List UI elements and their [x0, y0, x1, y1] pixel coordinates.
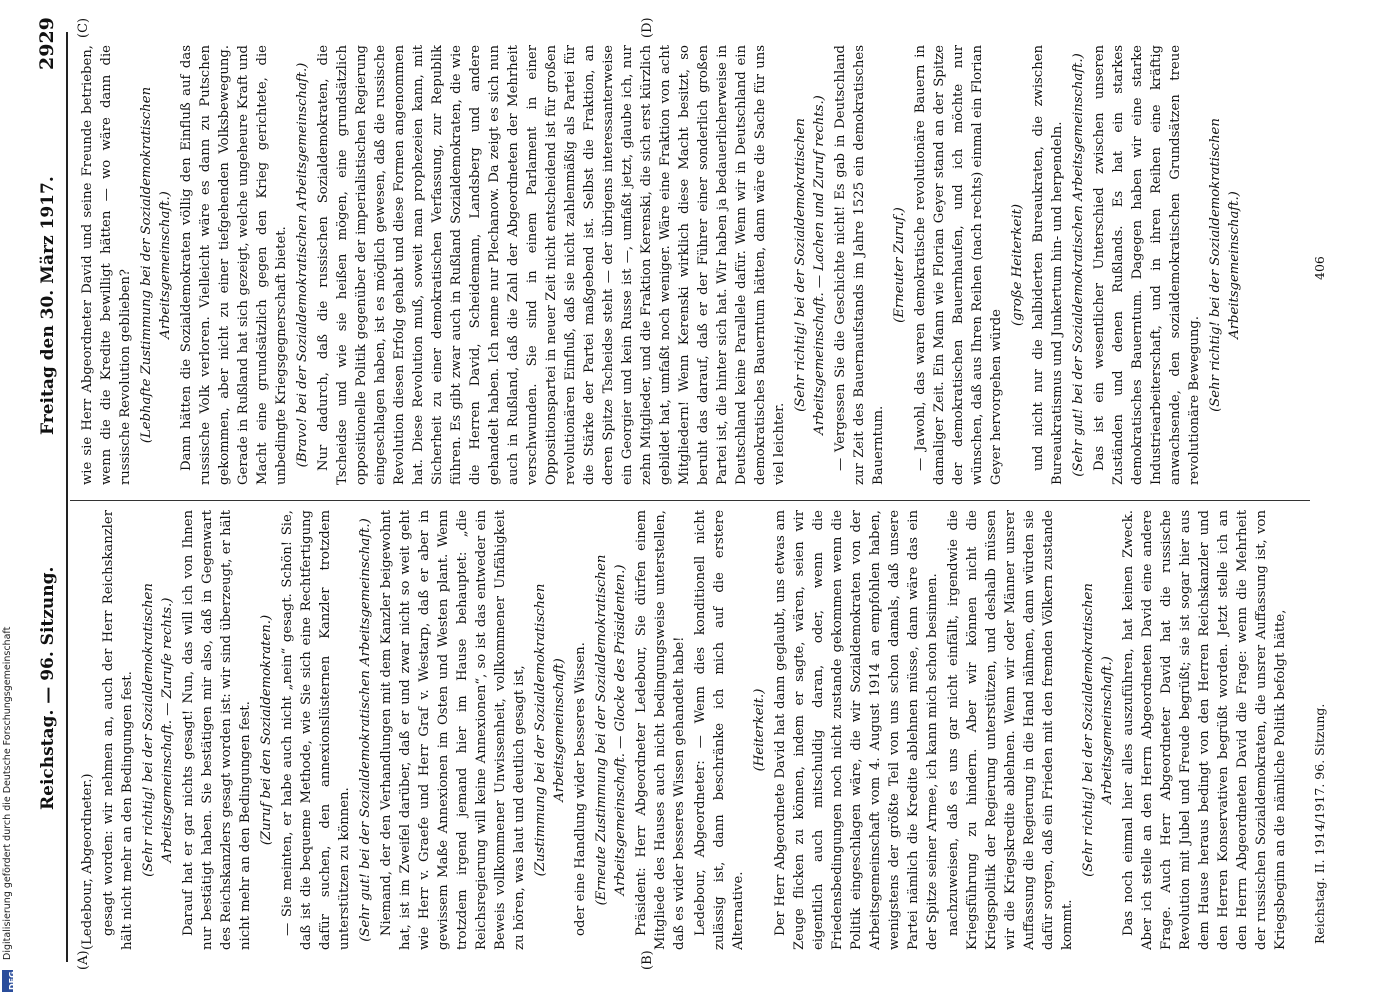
- interjection: (Erneuter Zuruf.): [892, 207, 907, 323]
- paragraph: Das ist ein wesentlicher Unterschied zwischen unseren Zuständen und denen Rußlands. Es hat ein starkes demokratisches Bauerntum. Dagegen haben wir eine starke Industriearbeiterschaft, und in ihren Reihen eine kräftig anwachsende, den sozialdemokratischen Grundsätzen treue revolutionäre Bewegung.: [1092, 45, 1202, 485]
- interjection: (Zustimmung bei der Sozialdemokratischen Arbeitsgemeinschaft): [533, 583, 567, 877]
- paragraph: Das noch einmal hier alles auszuführen, hat keinen Zweck. Aber ich stelle an den Herrn Abgeordneten David eine andere Frage. Auch Herr Abgeordneter David hat die russische Revolution mit Jubel und Freude begrüßt; sie ist sogar hier aus dem Hause heraus bedingt von den Herren Reichskanzler und den Herren Konservativen begrüßt worden. Jetzt stelle ich an den Herrn Abgeordneten David die Frage: wenn die Mehrheit der russischen Sozialdemokraten, die unsrer Auffassung ist, von Kriegsbeginn an die nämliche Politik befolgt hätte,: [1121, 510, 1288, 950]
- paragraph: Präsident: Herr Abgeordneter Ledebour, Sie dürfen einem Mitgliede des Hauses auch nicht bedingungsweise unterstellen, daß es wider besseres Wissen gehandelt habe!: [634, 510, 687, 950]
- paragraph: Darauf hat er gar nichts gesagt! Nun, das will ich von Ihnen nur bestätigt haben. Sie bestätigen mir also, daß in Gegenwart des Reichskanzlers gesagt worden ist: wir sind überzeugt, er hält nicht mehr an den Bedingungen fest.: [181, 510, 253, 950]
- paragraph: oder eine Handlung wider besseres Wissen.: [573, 642, 588, 936]
- paragraph: — Vergessen Sie die Geschichte nicht! Es gab in Deutschland zur Zeit des Bauernaufstands im Jahre 1525 ein demokratisches Bauerntum.: [833, 45, 886, 485]
- margin-mark-d: (D): [640, 17, 655, 38]
- paragraph: und nicht nur die halbiderten Bureaukraten, die zwischen Bureaukratismus und Junkertum hin- und herpendeln.: [1031, 45, 1065, 485]
- interjection: (Bravo! bei der Sozialdemokratischen Arbeitsgemeinschaft.): [295, 62, 310, 468]
- column-divider: [70, 500, 1310, 501]
- header-right-title: Freitag den 30. März 1917.: [38, 176, 58, 435]
- interjection: (Sehr gut! bei der Sozialdemokratischen Arbeitsgemeinschaft.): [358, 518, 373, 942]
- paragraph: Ledebour, Abgeordneter: — Wenn dies konditionell nicht zulässig ist, dann beschränke ich mich auf die erstere Alternative.: [693, 510, 746, 950]
- margin-mark-b: (B): [640, 950, 655, 970]
- margin-mark-c: (C): [76, 17, 91, 38]
- interjection: (Sehr richtig! bei der Sozialdemokratischen Arbeitsgemeinschaft. — Lachen und Zuruf rechts.): [793, 95, 827, 435]
- interjection: (Heiterkeit.): [752, 688, 767, 772]
- header-rule: [66, 32, 68, 962]
- dfg-logo: DFG: [2, 970, 13, 992]
- header-page-number: 2929: [36, 17, 58, 70]
- page-header: [30, 0, 64, 1000]
- paragraph: gesagt worden: wir nehmen an, auch der Herr Reichskanzler hält nicht mehr an den Bedingungen fest.: [101, 510, 135, 950]
- interjection: (Lebhafte Zustimmung bei der Sozialdemokratischen Arbeitsgemeinschaft.): [139, 86, 173, 444]
- interjection: (Sehr gut! bei der Sozialdemokratischen Arbeitsgemeinschaft.): [1071, 53, 1086, 477]
- paragraph: Dann hätten die Sozialdemokraten völlig den Einfluß auf das russische Volk verloren. Vielleicht wäre es dann zu Putschen gekommen, aber nicht zu einer tiefgehenden Volksbewegung. Gerade in Rußland hat sich gezeigt, welche ungeheure Kraft und Macht eine grundsätzlich gegen den Krieg gerichtete, die unbedingte Kriegsgegnerschaft bietet.: [179, 45, 289, 485]
- footer-page-number: 406: [1312, 256, 1327, 280]
- paragraph: Der Herr Abgeordnete David hat dann geglaubt, uns etwas am Zeuge flicken zu können, indem er sagte, wären, seien wir eigentlich auch mitschuldig daran, oder, wenn die Friedensbedingungen noch nicht zustande gekommen wenn die Politik eingeschlagen wäre, die wir Sozialdemokraten von der Arbeitsgemeinschaft vom 4. August 1914 an empfohlen haben, wenigstens der größte Teil von uns schon damals, daß unsere Partei nämlich die Kredite ablehnen müsse, dann wäre das ein der Spitze seiner Armee, ich kann mich schon besinnen.: [773, 510, 940, 950]
- paragraph: Niemand, der den Verhandlungen mit dem Kanzler beigewohnt hat, ist im Zweifel darüber, daß er und zwar nicht so weit geht wie Herr v. Graefe und Herr Graf v. Westarp, daß er aber in gewissem Maße Annexionen im Osten und Westen plant. Wenn trotzdem irgend jemand hier im Hause behauptet: „die Reichsregierung will keine Annexionen“, so ist das entweder ein Beweis vollkommener Unwissenheit, vollkommener Unfähigkeit zu hören, was laut und deutlich gesagt ist,: [379, 510, 527, 950]
- paragraph: (Ledebour, Abgeordneter.): [80, 773, 95, 950]
- left-column: [78, 510, 1298, 950]
- interjection: (Sehr richtig! bei der Sozialdemokratischen Arbeitsgemeinschaft. — Zurufe rechts.): [141, 583, 175, 877]
- interjection: (Sehr richtig! bei der Sozialdemokratischen Arbeitsgemeinschaft.): [1208, 118, 1242, 412]
- paragraph: Nur dadurch, daß die russischen Sozialdemokraten, die Tscheidse und wie sie heißen mögen, eine grundsätzlich oppositionelle Politik gegenüber der imperialistischen Regierung eingeschlagen haben, ist es möglich gewesen, daß die russische Revolution diesen Erfolg gehabt und diese Formen angenommen hat. Diese Revolution muß, soweit man prophezeien kann, mit Sicherheit zu einer demokratischen Verfassung, zur Republik führen. Es gibt zwar auch in Rußland Sozialdemokraten, die wie die Herren David, Scheidemann, Landsberg und andere gehandelt haben. Ich nenne nur Plechanow. Da zeigt es sich nun auch in Rußland, daß die Zahl der Abgeordneten der Mehrheit verschwunden. Sie sind in einem Parlament in einer Oppositionspartei in neuer Zeit nicht entscheidend ist für großen revolutionären Einfluß, daß sie nicht zahlenmäßig als Partei für die Stärke der Partei maßgebend ist. Selbst die Fraktion, an deren Spitze Tscheidse steht — der übrigens interessanterweise ein Georgier und kein Russe ist —, umfaßt jetzt, glaube ich, nur zehn Mitglieder, und die Fraktion Kerenski, die sich erst kürzlich gebildet hat, umfaßt noch weniger. Wäre eine Fraktion von acht Mitgliedern! Wenn Kerenski wirklich diese Macht besitzt, so beruht das darauf, daß er der Führer einer sonderlich großen Partei ist, die hinter sich hat. Wir haben ja bedauerlicherweise in Deutschland keine Parallele dafür. Wenn wir in Deutschland ein demokratisches Bauerntum hätten, dann wäre die Sache für uns viel leichter.: [316, 45, 787, 485]
- paragraph: — Sie meinten, er habe auch nicht „nein“ gesagt. Schön! Sie, daß ist die bequeme Methode, wie Sie sich eine Rechtfertigung dafür suchen, den annexionslüsternen Kanzler trotzdem unterstützen zu können.: [280, 510, 352, 950]
- paragraph: nachzuweisen, daß es uns gar nicht einfällt, irgendwie die Kriegsführung zu hindern. Aber wir können nicht die Kriegspolitik der Regierung unterstützen, und deshalb müssen wir die Kriegskredite ablehnen. Wenn wir oder Männer unsrer Auffassung die Regierung in die Hand nähmen, dann würden sie dafür sorgen, daß ein Frieden mit den fremden Völkern zustande kommt.: [946, 510, 1075, 950]
- paragraph: — Jawohl, das waren demokratische revolutionäre Bauern in damaliger Zeit. Ein Mann wie Florian Geyer stand an der Spitze der demokratischen Bauernhaufen, und ich möchte nur wünschen, daß aus Ihren Reihen (nach rechts) einmal ein Florian Geyer hervorgehen würde: [913, 45, 1004, 485]
- digitization-credit: Digitalisierung gefördert durch die Deutsche Forschungsgemeinschaft: [2, 626, 13, 960]
- interjection: (große Heiterkeit): [1010, 203, 1025, 327]
- margin-mark-a: (A): [76, 950, 91, 970]
- paragraph: wie sie Herr Abgeordneter David und seine Freunde betrieben, wenn die die Kredite bewilligt hätten — wo wäre dann die russische Revolution geblieben?: [80, 45, 133, 485]
- interjection: (Erneute Zustimmung bei der Sozialdemokratischen Arbeitsgemeinschaft. — Glocke des Präsidenten.): [594, 554, 628, 906]
- interjection: (Zuruf bei den Sozialdemokraten.): [259, 614, 274, 846]
- interjection: (Sehr richtig! bei der Sozialdemokratischen Arbeitsgemeinschaft.): [1081, 583, 1115, 877]
- header-left-title: Reichstag. — 96. Sitzung.: [38, 566, 58, 810]
- right-column: [78, 45, 1298, 485]
- footer-session-label: Reichstag. II. 1914/1917. 96. Sitzung.: [1312, 703, 1327, 944]
